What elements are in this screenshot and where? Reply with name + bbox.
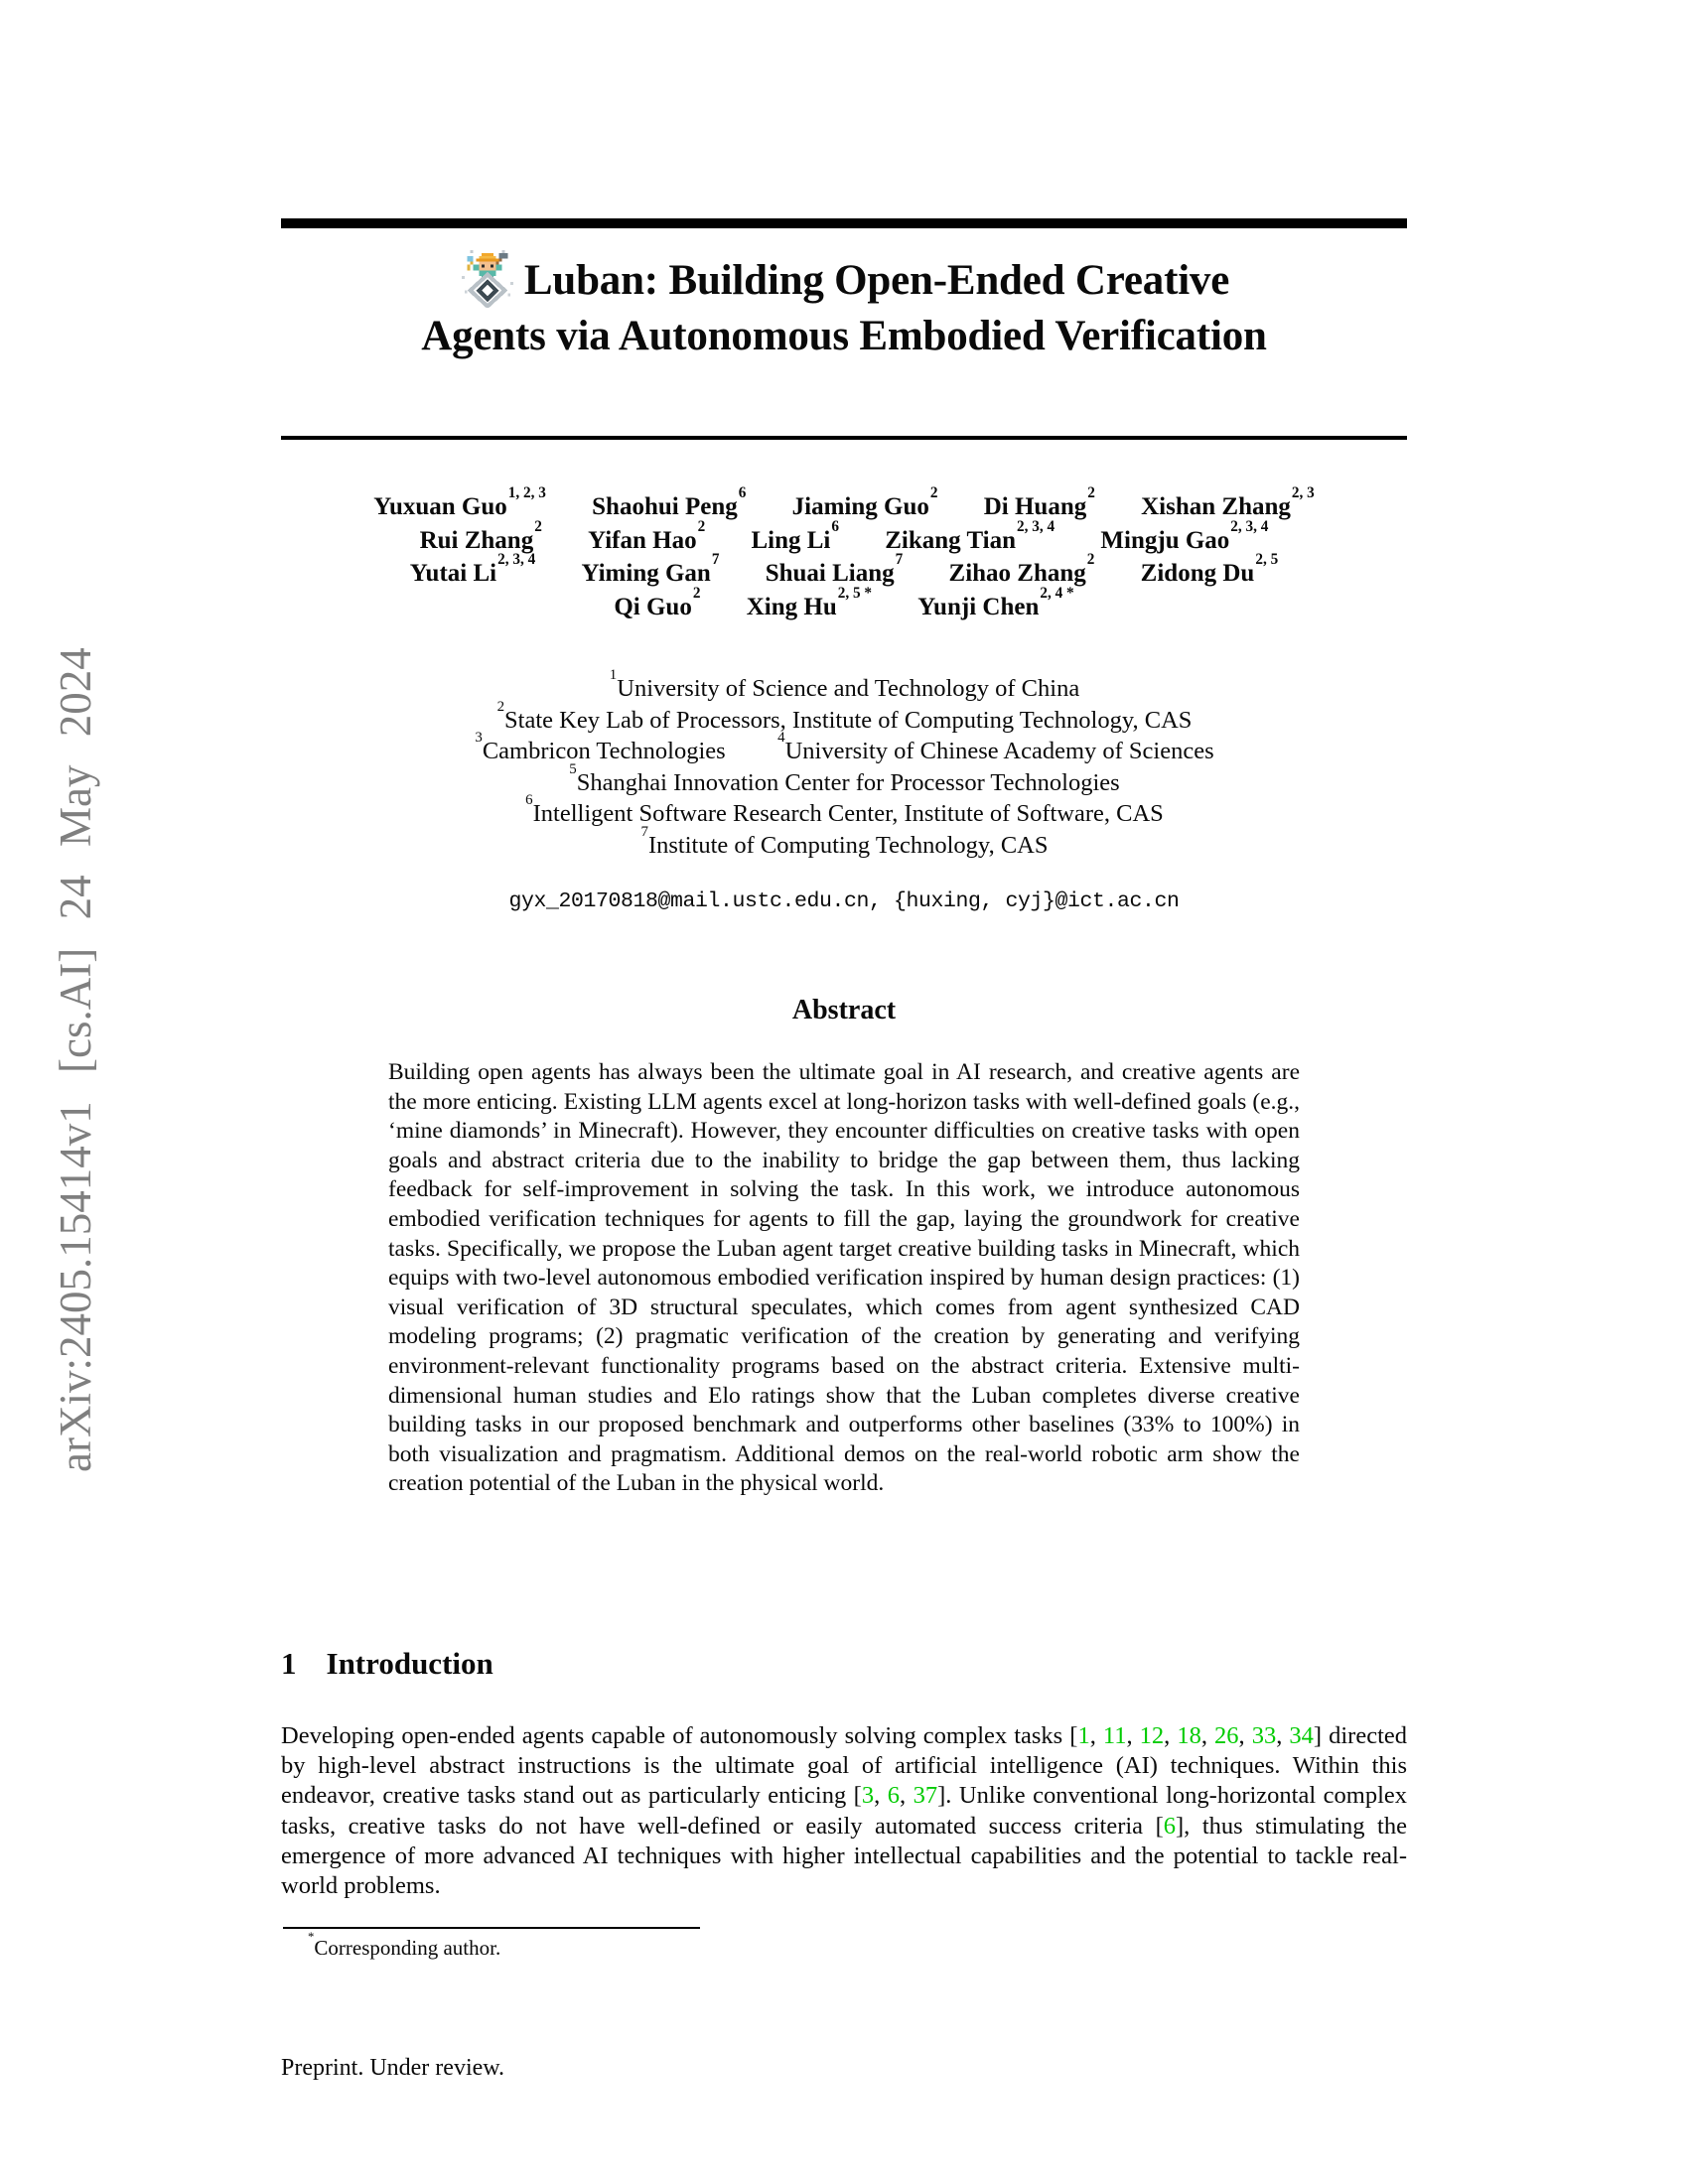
affiliation-sup: 7 <box>640 823 648 840</box>
affiliation-item: $^2$State Key Lab of Processors, Institute of Computing Technology, CAS <box>496 698 1193 734</box>
author-name: Ling Li$^6$ <box>751 517 839 554</box>
section-heading-introduction <box>281 1646 1407 1682</box>
author-affiliation-sup: 2, 3, 4 <box>1230 517 1269 535</box>
author-affiliation-sup: 2, 3, 4 <box>1017 517 1055 535</box>
affiliation-item: $^1$University of Science and Technology of China <box>609 667 1080 702</box>
author-name: Yuxuan Guo$^{1, 2, 3}$ <box>373 484 546 520</box>
paragraph-text: ]. Unlike conventional long-horizontal complex tasks, creative tasks do not have well-defined or easily automated success criteria [ <box>281 1782 1408 1840</box>
author-name: Shaohui Peng$^6$ <box>592 484 747 520</box>
paragraph-text: , <box>1089 1722 1103 1749</box>
arxiv-watermark: arXiv:2405.15414v1 [cs.AI] 24 May 2024 <box>51 647 100 1472</box>
paragraph-text: , <box>1164 1722 1178 1749</box>
affiliation-sup: 1 <box>609 667 618 684</box>
affiliation-line <box>281 667 1407 705</box>
author-name: Zihao Zhang$^2$ <box>948 551 1095 587</box>
author-affiliation-sup: 6 <box>831 517 839 535</box>
author-affiliation-sup: 2, 5 <box>1255 551 1279 569</box>
paper-title-line2: Agents via Autonomous Embodied Verification <box>421 313 1267 359</box>
contact-emails: gyx_20170818@mail.ustc.edu.cn, {huxing, cyj}@ict.ac.cn <box>508 889 1180 913</box>
top-rule <box>281 218 1407 228</box>
citation-link[interactable]: 3 <box>861 1782 875 1810</box>
author-affiliation-sup: 6 <box>738 484 747 502</box>
affiliation-sup: 2 <box>496 698 505 715</box>
footnote-text: Corresponding author. <box>314 1936 501 1960</box>
author-affiliation-sup: 1, 2, 3 <box>507 484 546 502</box>
author-affiliation-sup: 2, 3 <box>1291 484 1315 502</box>
citation-link[interactable]: 6 <box>1163 1812 1177 1840</box>
affiliation-line <box>281 730 1407 767</box>
intro-paragraph <box>281 1721 1407 1901</box>
author-name: Yunji Chen$^{2, 4 *}$ <box>917 584 1074 620</box>
affiliation-item: $^6$Intelligent Software Research Center, Institute of Software, CAS <box>525 792 1164 827</box>
authors-block <box>281 484 1407 623</box>
citation-link[interactable]: 18 <box>1177 1722 1201 1749</box>
author-name: Di Huang$^2$ <box>983 484 1095 520</box>
section-title: Introduction <box>326 1646 493 1681</box>
affiliation-line <box>281 823 1407 862</box>
author-name: Xing $Hu^{2, 5 *}$ <box>746 584 873 620</box>
author-affiliation-sup: 2, 4 * <box>1040 584 1074 602</box>
author-name: Qi Guo$^2$ <box>614 584 701 620</box>
affiliation-sup: 4 <box>777 730 785 747</box>
paragraph-text: , <box>874 1782 888 1810</box>
author-name: Zidong Du$^{2, 5}$ <box>1140 551 1279 587</box>
title-rule <box>281 436 1407 440</box>
author-name: Yifan Hao$^2$ <box>588 517 706 554</box>
author-affiliation-sup: 2 <box>929 484 938 502</box>
author-name: Mingju Gao$^{2, 3, 4}$ <box>1100 517 1269 554</box>
author-affiliation-sup: 7 <box>895 551 904 569</box>
luban-builder-logo-icon <box>459 250 516 308</box>
affiliation-line <box>281 760 1407 799</box>
footnote <box>281 1929 1407 1961</box>
paragraph-text: , <box>1126 1722 1140 1749</box>
footer-note: Preprint. Under review. <box>281 2055 505 2081</box>
author-name: Yutai Li$^{2, 3, 4}$ <box>409 551 536 587</box>
paragraph-text: , <box>899 1782 914 1810</box>
citation-link[interactable]: 34 <box>1289 1722 1314 1749</box>
citation-link[interactable]: 1 <box>1077 1722 1090 1749</box>
paragraph-text: , <box>1200 1722 1215 1749</box>
section-number: 1 <box>281 1646 297 1681</box>
author-affiliation-sup: 2 <box>1086 551 1095 569</box>
affiliation-sup: 6 <box>525 792 533 809</box>
author-line <box>281 584 1407 624</box>
author-affiliation-sup: 2 <box>697 517 706 535</box>
author-line <box>281 517 1407 558</box>
affiliation-sup: 3 <box>475 730 483 747</box>
author-name: Zikang Tian$^{2, 3, 4}$ <box>885 517 1055 554</box>
citation-link[interactable]: 33 <box>1251 1722 1277 1749</box>
affiliation-line <box>281 792 1407 830</box>
author-affiliation-sup: 2 <box>534 517 542 535</box>
author-affiliation-sup: 2, 5 * <box>837 584 873 602</box>
paragraph-text: , <box>1238 1722 1252 1749</box>
paragraph-text: ], thus stimulating the emergence of more advanced AI techniques with higher intellectual capabilities and the potential to tackle real-world problems. <box>281 1812 1407 1900</box>
affiliation-line <box>281 698 1407 737</box>
citation-link[interactable]: 11 <box>1102 1722 1127 1749</box>
footnote-rule <box>283 1927 700 1929</box>
citation-link[interactable]: 37 <box>913 1782 938 1810</box>
paragraph-text: ] directed by high-level abstract instructions is the ultimate goal of artificial intelligence (AI) techniques. Within this endeavor, creative tasks stand out as particularly enticing [ <box>281 1722 1408 1810</box>
affiliation-item: $^4$University of Chinese Academy of Sciences <box>777 730 1214 764</box>
author-name: Xishan Zhang$^{2, 3}$ <box>1141 484 1315 520</box>
affiliation-sup: 5 <box>569 760 577 777</box>
author-name: Shuai Liang$^7$ <box>765 551 904 587</box>
author-affiliation-sup: 7 <box>711 551 720 569</box>
affiliation-item: $^5$Shanghai Innovation Center for Processor Technologies <box>569 760 1120 796</box>
citation-link[interactable]: 12 <box>1139 1722 1165 1749</box>
author-name: Yiming Gan$^7$ <box>581 551 720 587</box>
affiliations-block <box>281 667 1407 861</box>
affiliation-item: $^3$Cambricon Technologies <box>475 730 726 764</box>
abstract-text: Building open agents has always been the ultimate goal in AI research, and creative agents are the more enticing. Existing LLM agents excel at long-horizon tasks with well-defined goals (e.g., ‘mine diamonds’ in Minecraft). However, they encounter difficulties on creative tasks with open goals and abstract criteria due to the inability to bridge the gap between them, thus lacking feedback for self-improvement in solving the task. In this work, we introduce autonomous embodied verification techniques for agents to fill the gap, laying the groundwork for creative tasks. Specifically, we propose the Luban agent target creative building tasks in Minecraft, which equips with two-level autonomous embodied verification inspired by human design practices: (1) visual verification of 3D structural speculates, which comes from agent synthesized CAD modeling programs; (2) pragmatic verification of the creation by generating and verifying environment-relevant functionality programs based on the abstract criteria. Extensive multi-dimensional human studies and Elo ratings show that the Luban completes diverse creative building tasks in our proposed benchmark and outperforms other baselines (33% to 100%) in both visualization and pragmatism. Additional demos on the real-world robotic arm show the creation potential of the Luban in the physical world. <box>388 1059 1300 1497</box>
paper-title-line1: Luban: Building Open-Ended Creative <box>281 250 1407 309</box>
author-affiliation-sup: 2 <box>1087 484 1095 502</box>
footnote-marker: * <box>308 1929 315 1944</box>
author-affiliation-sup: 2, 3, 4 <box>497 551 536 569</box>
paper-title <box>281 250 1407 364</box>
affiliation-item: $^7$Institute of Computing Technology, CAS <box>640 823 1049 859</box>
author-name: Rui Zhang$^2$ <box>419 517 542 554</box>
citation-link[interactable]: 26 <box>1214 1722 1239 1749</box>
abstract-heading: Abstract <box>791 995 897 1025</box>
author-affiliation-sup: 2 <box>692 584 701 602</box>
paragraph-text: Developing open-ended agents capable of autonomously solving complex tasks [ <box>281 1722 1078 1749</box>
citation-link[interactable]: 6 <box>887 1782 900 1810</box>
paragraph-text: , <box>1276 1722 1290 1749</box>
author-name: Jiaming Guo$^2$ <box>791 484 938 520</box>
